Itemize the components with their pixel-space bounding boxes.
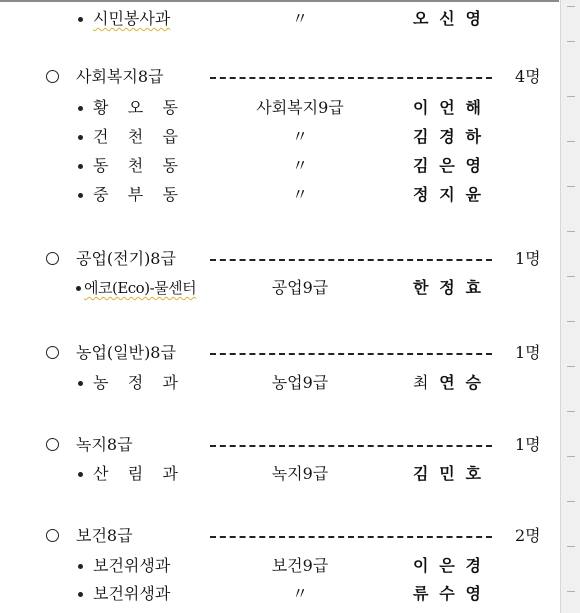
grade-label: 녹지9급 bbox=[271, 464, 329, 483]
scrollbar-tick bbox=[567, 6, 575, 7]
text-char: 영 bbox=[465, 156, 481, 175]
person-name bbox=[413, 581, 481, 607]
page-top-border bbox=[0, 0, 559, 2]
text-char: 하 bbox=[465, 127, 481, 146]
list-item bbox=[0, 182, 560, 208]
name-char: 승 bbox=[465, 373, 481, 392]
scrollbar-tick bbox=[567, 366, 575, 367]
text-char: 산 bbox=[93, 464, 109, 483]
scrollbar-tick bbox=[567, 186, 575, 187]
scrollbar-tick bbox=[567, 546, 575, 547]
text-char: 지 bbox=[439, 185, 455, 204]
text-char: 건 bbox=[93, 127, 109, 146]
grade-label: 공업9급 bbox=[271, 278, 329, 297]
bullet-icon bbox=[78, 135, 83, 140]
text-char: 천 bbox=[127, 127, 144, 146]
grade-label: 사회복지9급 bbox=[256, 98, 344, 117]
text-char: 동 bbox=[162, 98, 178, 117]
section-header bbox=[0, 246, 560, 272]
list-item bbox=[0, 275, 560, 301]
text-char: 경 bbox=[465, 556, 481, 575]
text-char: 정 bbox=[413, 185, 429, 204]
section-header bbox=[0, 523, 560, 549]
section-title: 공업(전기)8급 bbox=[76, 249, 176, 268]
headcount: 2명 bbox=[515, 526, 541, 545]
text-char: 중 bbox=[93, 185, 109, 204]
circle-bullet-icon bbox=[46, 346, 59, 359]
text-char: 부 bbox=[127, 185, 144, 204]
department-label bbox=[93, 124, 178, 150]
text-char: 정 bbox=[439, 278, 455, 297]
section-header bbox=[0, 340, 560, 366]
scrollbar-tick bbox=[567, 231, 575, 232]
grade-label: 〃 bbox=[291, 127, 308, 146]
dashed-leader bbox=[210, 77, 492, 79]
grade-label: 〃 bbox=[291, 9, 308, 28]
person-name bbox=[413, 553, 481, 579]
text-char: 이 bbox=[413, 556, 429, 575]
bullet-icon bbox=[78, 106, 83, 111]
bullet-icon bbox=[78, 17, 83, 22]
circle-bullet-icon bbox=[46, 70, 59, 83]
section-title: 보건8급 bbox=[76, 526, 133, 545]
text-char: 언 bbox=[439, 98, 455, 117]
vertical-scrollbar[interactable] bbox=[560, 0, 580, 613]
person-name bbox=[413, 95, 481, 121]
text-char: 윤 bbox=[465, 185, 481, 204]
scrollbar-tick bbox=[567, 41, 575, 42]
headcount: 1명 bbox=[515, 343, 541, 362]
person-name bbox=[413, 370, 481, 396]
text-char: 신 bbox=[439, 9, 455, 28]
person-name bbox=[413, 275, 481, 301]
bullet-icon bbox=[78, 472, 83, 477]
text-char: 은 bbox=[439, 556, 455, 575]
list-item bbox=[0, 153, 560, 179]
department-label bbox=[93, 370, 178, 396]
scrollbar-tick bbox=[567, 141, 575, 142]
department-label: 시민봉사과 bbox=[93, 9, 171, 28]
grade-label: 보건9급 bbox=[271, 556, 329, 575]
scrollbar-tick bbox=[567, 411, 575, 412]
text-char: 동 bbox=[93, 156, 109, 175]
section-header bbox=[0, 64, 560, 90]
department-label: 보건위생과 bbox=[93, 556, 171, 575]
section-title: 녹지8급 bbox=[76, 435, 133, 454]
person-name bbox=[413, 6, 481, 32]
text-char: 농 bbox=[93, 373, 109, 392]
dashed-leader bbox=[210, 259, 492, 261]
name-char: 연 bbox=[439, 373, 455, 392]
person-name bbox=[413, 153, 481, 179]
headcount: 1명 bbox=[515, 249, 541, 268]
bullet-icon bbox=[76, 286, 81, 291]
dashed-leader bbox=[210, 353, 492, 355]
list-item bbox=[0, 370, 560, 396]
headcount: 1명 bbox=[515, 435, 541, 454]
text-char: 동 bbox=[162, 156, 178, 175]
text-char: 경 bbox=[439, 127, 455, 146]
bullet-icon bbox=[78, 381, 83, 386]
text-char: 동 bbox=[162, 185, 178, 204]
text-char: 오 bbox=[127, 98, 144, 117]
text-char: 오 bbox=[413, 9, 429, 28]
text-char: 한 bbox=[413, 278, 429, 297]
section-title: 농업(일반)8급 bbox=[76, 343, 176, 362]
scrollbar-tick bbox=[567, 321, 575, 322]
text-char: 이 bbox=[413, 98, 429, 117]
headcount: 4명 bbox=[515, 67, 541, 86]
name-char: 최 bbox=[413, 373, 429, 392]
text-char: 은 bbox=[439, 156, 455, 175]
scrollbar-tick bbox=[567, 591, 575, 592]
grade-label: 농업9급 bbox=[271, 373, 329, 392]
text-char: 해 bbox=[465, 98, 481, 117]
text-char: 김 bbox=[413, 127, 429, 146]
text-char: 민 bbox=[439, 464, 455, 483]
dashed-leader bbox=[210, 536, 492, 538]
circle-bullet-icon bbox=[46, 252, 59, 265]
text-char: 읍 bbox=[162, 127, 178, 146]
list-item bbox=[0, 553, 560, 579]
section-title: 사회복지8급 bbox=[76, 67, 164, 86]
circle-bullet-icon bbox=[46, 438, 59, 451]
grade-label: 〃 bbox=[291, 156, 308, 175]
list-item bbox=[0, 461, 560, 487]
text-char: 과 bbox=[162, 464, 178, 483]
bullet-icon bbox=[78, 164, 83, 169]
section-header bbox=[0, 432, 560, 458]
department-label bbox=[93, 95, 178, 121]
scrollbar-tick bbox=[567, 96, 575, 97]
text-char: 황 bbox=[93, 98, 109, 117]
department-label: 에코(Eco)-물센터 bbox=[84, 279, 197, 297]
scrollbar-tick bbox=[567, 276, 575, 277]
department-label: 보건위생과 bbox=[93, 584, 171, 603]
scrollbar-tick bbox=[567, 501, 575, 502]
circle-bullet-icon bbox=[46, 529, 59, 542]
text-char: 김 bbox=[413, 464, 429, 483]
text-char: 호 bbox=[465, 464, 481, 483]
dashed-leader bbox=[210, 445, 492, 447]
text-char: 천 bbox=[127, 156, 144, 175]
text-char: 김 bbox=[413, 156, 429, 175]
text-char: 류 bbox=[413, 584, 429, 603]
text-char: 영 bbox=[465, 9, 481, 28]
list-item bbox=[0, 581, 560, 607]
department-label bbox=[93, 153, 178, 179]
text-char: 수 bbox=[439, 584, 455, 603]
department-label bbox=[93, 182, 178, 208]
person-name bbox=[413, 182, 481, 208]
text-char: 림 bbox=[127, 464, 144, 483]
scrollbar-tick bbox=[567, 456, 575, 457]
person-name bbox=[413, 461, 481, 487]
list-item bbox=[0, 95, 560, 121]
bullet-icon bbox=[78, 592, 83, 597]
grade-label: 〃 bbox=[291, 584, 308, 603]
text-char: 영 bbox=[465, 584, 481, 603]
grade-label: 〃 bbox=[291, 185, 308, 204]
list-item bbox=[0, 6, 560, 32]
list-item bbox=[0, 124, 560, 150]
bullet-icon bbox=[78, 193, 83, 198]
department-label bbox=[93, 461, 178, 487]
text-char: 정 bbox=[127, 373, 144, 392]
bullet-icon bbox=[78, 564, 83, 569]
text-char: 효 bbox=[465, 278, 481, 297]
text-char: 과 bbox=[162, 373, 178, 392]
person-name bbox=[413, 124, 481, 150]
